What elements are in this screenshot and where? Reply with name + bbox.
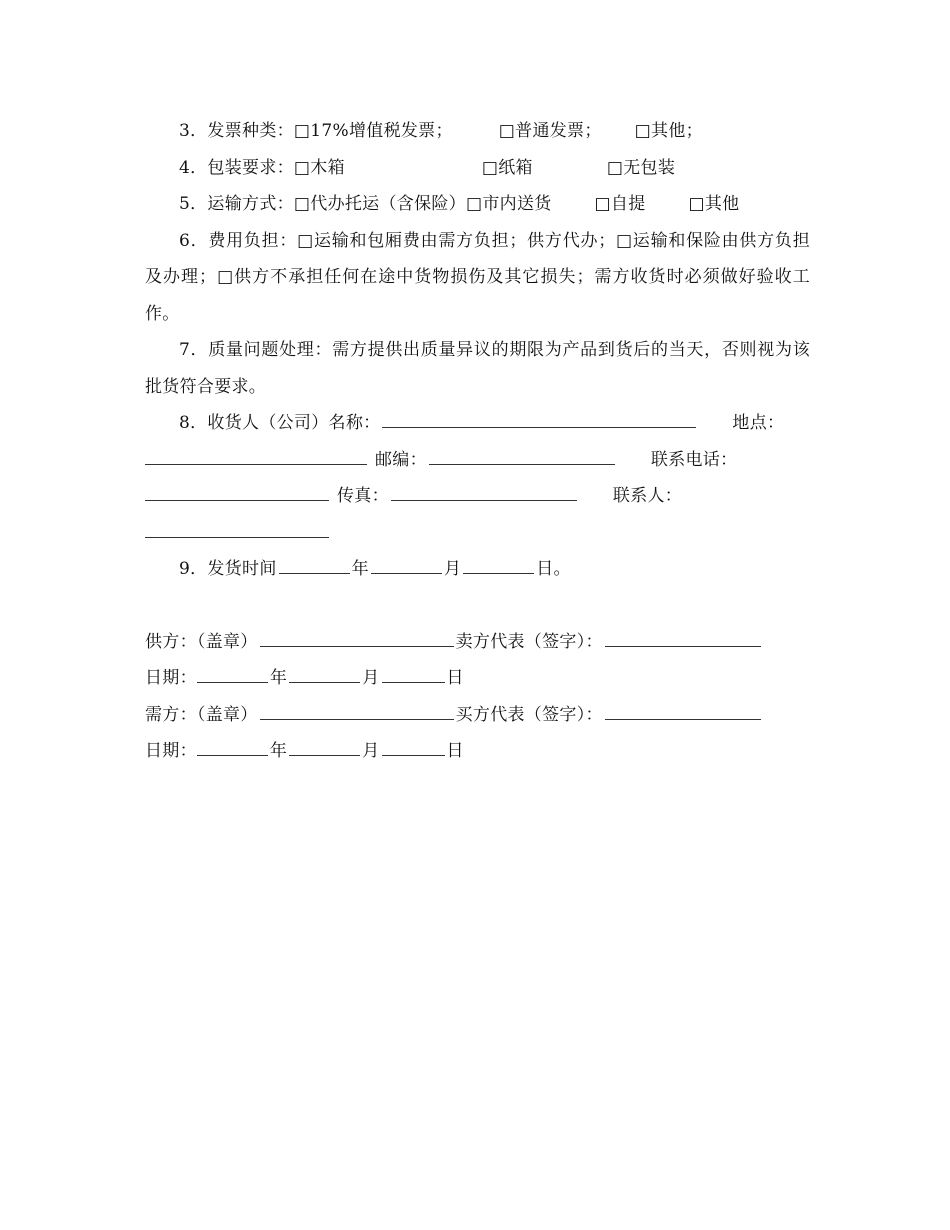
supplier-seal-blank [260, 626, 454, 647]
buyer-date-line [145, 733, 810, 770]
phone-blank [145, 480, 329, 501]
buyer-seal-blank [260, 699, 454, 720]
invoice-option-normal: □普通发票； [498, 121, 602, 141]
postcode-blank [429, 444, 615, 465]
item-5-label: 5．运输方式： [179, 194, 294, 214]
buyer-rep-blank [605, 699, 761, 720]
buyer-rep-label: 买方代表（签字）： [455, 704, 603, 725]
item-9-ship-date [145, 551, 810, 588]
item-8-consignee-line-2 [145, 442, 810, 479]
buyer-day-blank [382, 735, 445, 756]
item-8-consignee-line-1 [145, 405, 810, 442]
ship-month-label: 月 [443, 559, 462, 579]
ship-month-blank [371, 553, 442, 574]
ship-day-blank [463, 553, 534, 574]
buyer-year-label: 年 [269, 741, 288, 761]
supplier-date-label: 日期： [145, 668, 197, 688]
buyer-month-blank [289, 735, 360, 756]
supplier-seal-label: 供方：（盖章） [145, 631, 258, 652]
supplier-year-label: 年 [269, 668, 288, 688]
supplier-day-label: 日 [446, 668, 464, 688]
address-label: 地点： [732, 413, 785, 433]
item-8-consignee-line-4 [145, 515, 810, 552]
ship-day-label: 日。 [536, 559, 571, 579]
transport-option-other: □其他 [688, 194, 740, 214]
fax-blank [391, 480, 577, 501]
postcode-label: 邮编： [375, 449, 427, 470]
buyer-seal-label: 需方：（盖章） [145, 704, 258, 725]
transport-option-local: □市内送货 [465, 194, 552, 214]
item-7-quality-issues: 7．质量问题处理：需方提供出质量异议的期限为产品到货后的当天，否则视为该批货符合要求。 [145, 340, 810, 397]
supplier-day-blank [382, 662, 445, 683]
supplier-month-label: 月 [362, 668, 380, 688]
seller-rep-label: 卖方代表（签字）： [455, 631, 603, 652]
buyer-month-label: 月 [362, 741, 380, 761]
ship-year-blank [279, 553, 350, 574]
buyer-signature-line [145, 697, 810, 734]
item-4-label: 4．包装要求： [179, 157, 294, 178]
contact-blank [145, 517, 329, 538]
supplier-year-blank [197, 662, 268, 683]
transport-option-consign: □代办托运（含保险） [293, 194, 466, 214]
item-8-consignee-line-3 [145, 478, 810, 515]
address-blank [145, 444, 367, 465]
buyer-date-label: 日期： [145, 741, 197, 761]
item-3-invoice-type [145, 113, 810, 150]
supplier-signature-line [145, 624, 810, 661]
contact-label: 联系人： [612, 486, 683, 506]
packaging-option-paper: □纸箱 [481, 157, 533, 178]
item-9-label: 9．发货时间 [179, 559, 277, 579]
packaging-option-wood: □木箱 [293, 157, 345, 178]
invoice-option-vat: □17%增值税发票； [293, 121, 453, 141]
supplier-date-line [145, 660, 810, 697]
seller-rep-blank [605, 626, 761, 647]
consignee-name-blank [382, 407, 696, 428]
ship-year-label: 年 [351, 559, 369, 579]
invoice-option-other: □其他； [634, 121, 703, 141]
item-6-cost-bearing: 6．费用负担：□运输和包厢费由需方负担；供方代办；□运输和保险由供方负担及办理；□供方不承担任何在途中货物损伤及其它损失；需方收货时必须做好验收工作。 [145, 230, 810, 324]
buyer-day-label: 日 [446, 741, 464, 761]
fax-label: 传真： [337, 486, 389, 506]
contract-terms [145, 113, 810, 770]
supplier-month-blank [289, 662, 360, 683]
phone-label: 联系电话： [650, 449, 738, 470]
item-4-packaging [145, 150, 810, 187]
consignee-name-label: 8．收货人（公司）名称： [179, 413, 381, 433]
item-5-transport [145, 186, 810, 223]
transport-option-pickup: □自提 [594, 194, 646, 214]
buyer-year-blank [197, 735, 268, 756]
item-3-label: 3．发票种类： [179, 121, 294, 141]
packaging-option-none: □无包装 [606, 157, 676, 178]
section-spacer [145, 588, 810, 624]
